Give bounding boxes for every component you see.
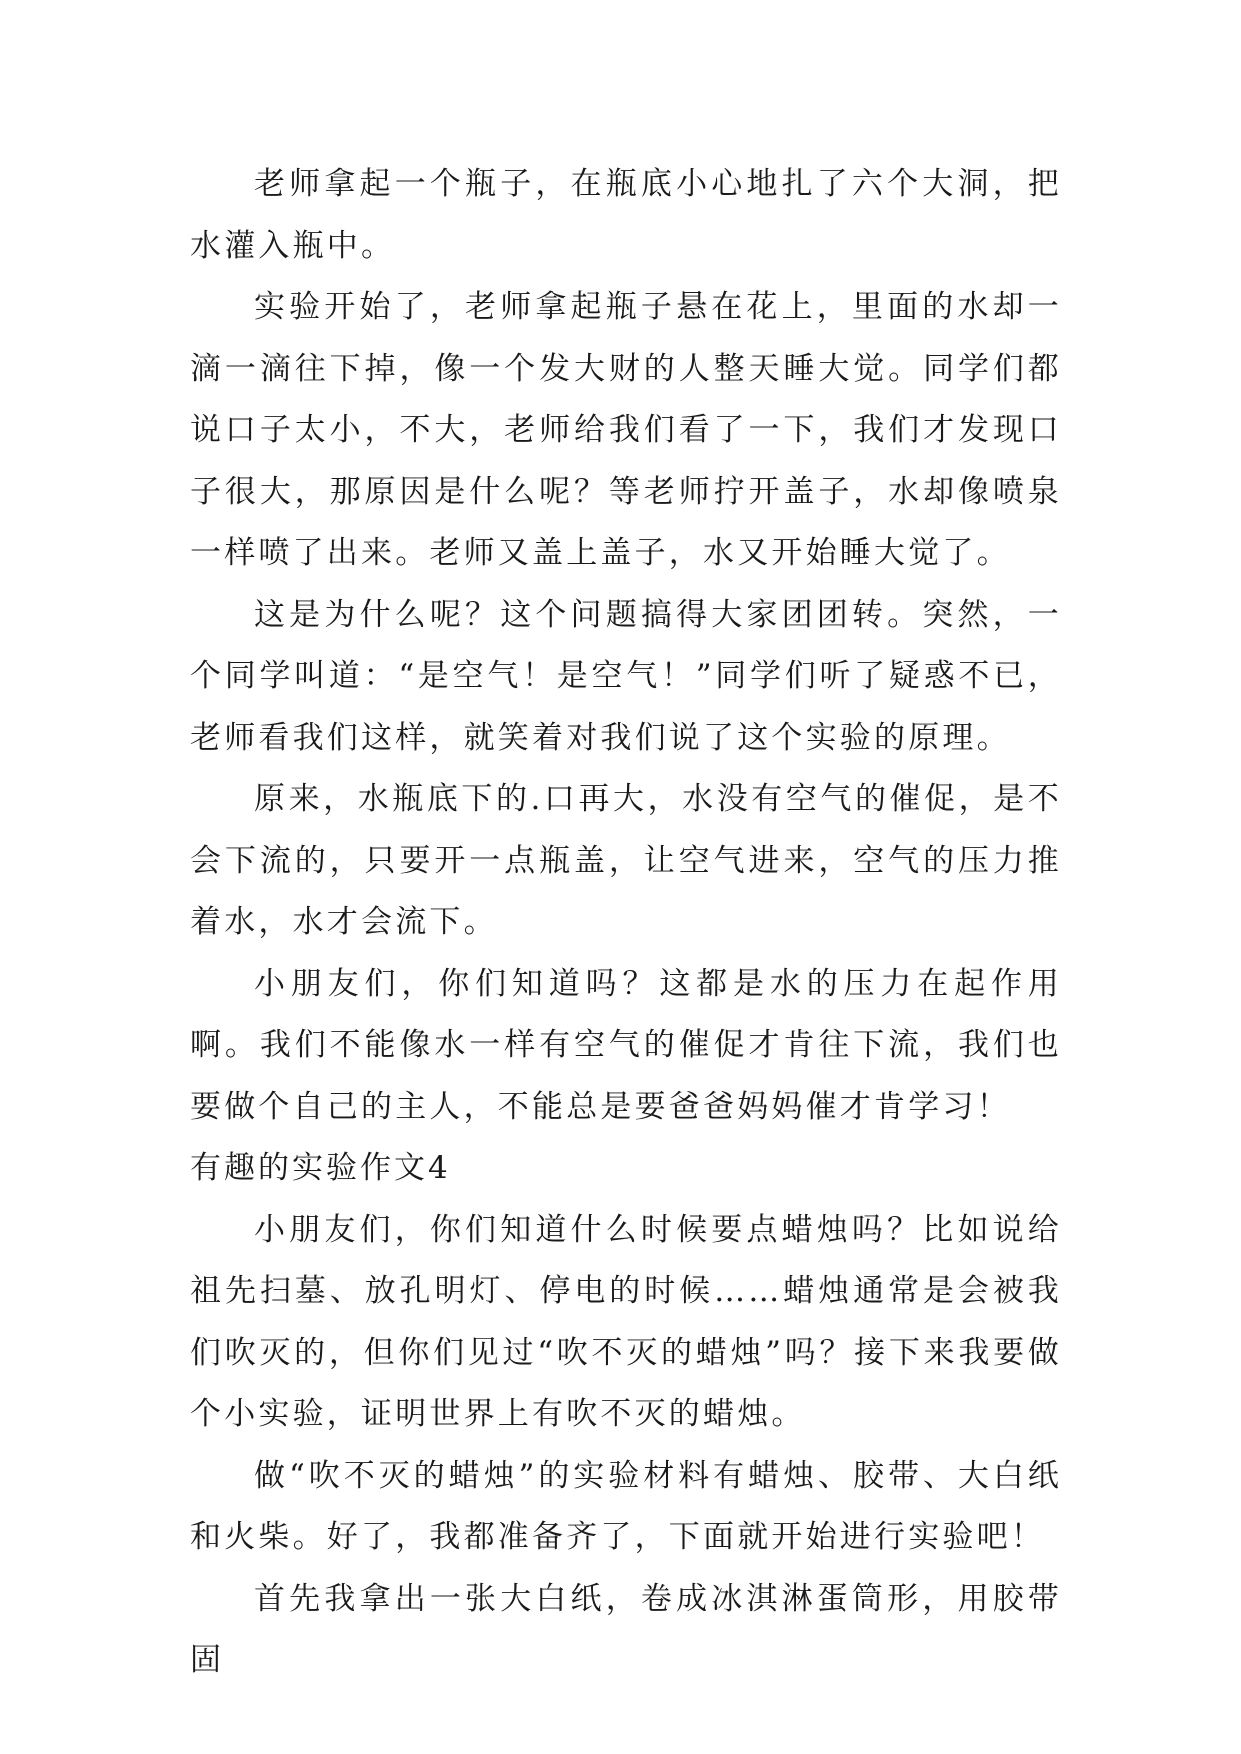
- paragraph-experiment-start: 实验开始了，老师拿起瓶子悬在花上，里面的水却一滴一滴往下掉，像一个发大财的人整天睡大觉。同学们都说口子太小，不大，老师给我们看了一下，我们才发现口子很大，那原因是什么呢？等老师拧开盖子，水却像喷泉一样喷了出来。老师又盖上盖子，水又开始睡大觉了。: [190, 289, 1062, 571]
- paragraph-candle-materials: 做“吹不灭的蜡烛”的实验材料有蜡烛、胶带、大白纸和火柴。好了，我都准备齐了，下面就开始进行实验吧！: [190, 1457, 1062, 1555]
- paragraph-moral: 小朋友们，你们知道吗？这都是水的压力在起作用啊。我们不能像水一样有空气的催促才肯往下流，我们也要做个自己的主人，不能总是要爸爸妈妈催才肯学习！: [190, 965, 1062, 1125]
- essay-heading: 有趣的实验作文4: [190, 1150, 451, 1186]
- document-body: [190, 154, 1062, 1692]
- paragraph-why-question: 这是为什么呢？这个问题搞得大家团团转。突然，一个同学叫道：“是空气！是空气！”同学们听了疑惑不已，老师看我们这样，就笑着对我们说了这个实验的原理。: [190, 596, 1062, 756]
- paragraph-bottle-holes: 老师拿起一个瓶子，在瓶底小心地扎了六个大洞，把水灌入瓶中。: [190, 166, 1062, 264]
- paragraph-candle-intro: 小朋友们，你们知道什么时候要点蜡烛吗？比如说给祖先扫墓、放孔明灯、停电的时候……蜡烛通常是会被我们吹灭的，但你们见过“吹不灭的蜡烛”吗？接下来我要做个小实验，证明世界上有吹不灭的蜡烛。: [190, 1211, 1062, 1432]
- paragraph-explanation: 原来，水瓶底下的.口再大，水没有空气的催促，是不会下流的，只要开一点瓶盖，让空气进来，空气的压力推着水，水才会流下。: [190, 781, 1062, 940]
- paragraph-candle-step-one: 首先我拿出一张大白纸，卷成冰淇淋蛋筒形，用胶带固: [190, 1580, 1062, 1678]
